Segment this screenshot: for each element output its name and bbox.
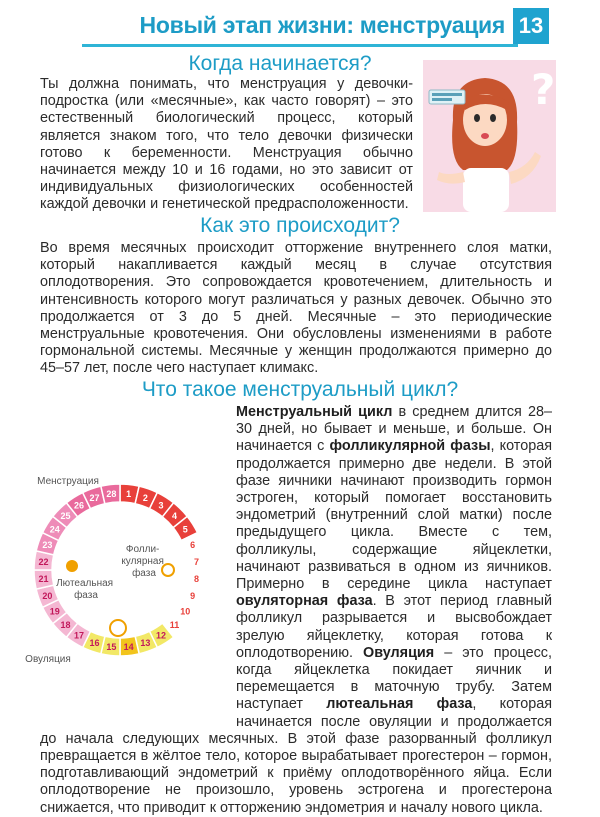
- section-heading-when: Когда начинается?: [188, 52, 372, 75]
- confused-girl-illustration: [423, 60, 556, 212]
- ovum-icon: [110, 620, 126, 636]
- label-ovulation: Овуляция: [25, 654, 71, 665]
- label-luteal-phase: [56, 578, 116, 601]
- paragraph-how: Во время месячных происходит отторжение внутреннего слоя матки, который накапливается каждый месяц в случае отсутствия оплодотворения. Это сопровождается кровотечением, длительность и интенсивность которого могут различаться у разных девочек. Обычно это продолжается от 3 до 5 дней. Месячные – это периодические менструальные кровотечения. Они обусловлены изменениями в работе гормональной системы. Месячные у женщин продолжаются примерно до 45–57 лет, после чего наступает климакс.: [40, 240, 552, 377]
- header-rule: [82, 44, 518, 47]
- cycle-text-5: , которая начинается после овуляции и продолжается до начала следующих месячных. В этой фазе разорванный фолликул превращается в жёлтое тело, которое вырабатывает прогестерон – гормон, подготавливающий эндометрий к приёму оплодотворённого яйца. Если оплодотворение не произошло, уровень эстрогена и прогестерона снижается, что приводит к отторжению эндометрия и началу нового цикла.: [40, 696, 552, 816]
- follicle-icon: [162, 564, 174, 576]
- cycle-day-label: 4: [171, 511, 177, 522]
- cycle-day-label: 2: [142, 492, 148, 503]
- label-luteal-line1: Лютеальная: [56, 578, 114, 589]
- cycle-day-label: 5: [182, 524, 188, 535]
- cycle-day-label: 6: [190, 540, 196, 551]
- cycle-day-label: 19: [49, 606, 60, 617]
- cycle-day-label: 14: [123, 642, 134, 653]
- label-follicular-line1: Фолли-: [125, 544, 160, 555]
- term-ovulatory-phase: овуляторная фаза: [236, 593, 373, 610]
- page-number-badge: 13: [513, 8, 549, 44]
- cycle-day-label: 23: [42, 540, 53, 551]
- term-luteal-phase: лютеальная фаза: [326, 696, 473, 713]
- cycle-day-label: 8: [194, 574, 200, 585]
- section-heading-how: Как это происходит?: [200, 214, 400, 237]
- cycle-day-label: 7: [194, 556, 200, 567]
- cycle-text-1: в среднем длится 28–30 дней, но бывает и меньше, и больше. Он начинается с: [236, 404, 552, 455]
- cycle-day-label: 28: [106, 488, 117, 499]
- cycle-day-label: 21: [38, 574, 49, 585]
- cycle-day-label: 25: [60, 511, 71, 522]
- cycle-day-label: 18: [60, 619, 71, 630]
- label-menstruation: Менструация: [37, 476, 99, 487]
- cycle-day-label: 16: [89, 638, 100, 649]
- cycle-day-label: 9: [190, 590, 196, 601]
- term-menstrual-cycle: Менструальный цикл: [236, 404, 393, 420]
- svg-text:?: ?: [531, 65, 556, 114]
- label-follicular-phase: [121, 544, 166, 579]
- cycle-day-label: 24: [49, 524, 60, 535]
- section-heading-cycle: Что такое менструальный цикл?: [141, 378, 459, 401]
- cycle-day-label: 3: [158, 500, 164, 511]
- cycle-day-label: 26: [74, 500, 85, 511]
- cycle-text-4: – это процесс, когда яйцеклетка покидает яичник и перемещается в маточную трубу. Затем наступает: [236, 644, 552, 713]
- cycle-day-label: 20: [42, 590, 53, 601]
- term-follicular-phase: фолликулярной фазы: [329, 438, 491, 455]
- paragraph-when: Ты должна понимать, что менструация у девочки-подростка (или «месячные», как часто говорят) – это естественный биологический процесс, который является знаком того, что тело девочки физически готово к беременности. Менструация обычно начинается между 10 и 16 годами, но это зависит от индивидуальных физиологических особенностей каждой девочки и генетической предрасположенности.: [40, 76, 413, 213]
- cycle-day-label: 12: [155, 630, 166, 641]
- label-follicular-line2: кулярная: [121, 556, 164, 567]
- corpus-luteum-icon: [66, 560, 78, 572]
- cycle-day-label: 11: [169, 619, 180, 630]
- cycle-day-label: 10: [180, 606, 191, 617]
- page-title: Новый этап жизни: менструация: [139, 12, 505, 38]
- cycle-day-label: 13: [140, 638, 151, 649]
- cycle-day-label: 15: [106, 642, 117, 653]
- cycle-text-3: . В этот период главный фолликул разрывается и высвобождает зрелую яйцеклетку, которая готова к оплодотворению.: [236, 593, 552, 661]
- cycle-day-label: 22: [38, 556, 49, 567]
- menstrual-cycle-diagram: [20, 470, 220, 670]
- cycle-day-label: 1: [126, 488, 132, 499]
- cycle-day-ring: [34, 484, 206, 656]
- label-luteal-line2: фаза: [74, 590, 98, 601]
- cycle-text-2: , которая продолжается примерно две недели. В этой фазе яичники начинают производить гормон эстроген, который помогает восстановить эндометрий (внутренний слой матки) после предыдущего цикла. Вместе с тем, фолликулы, содержащие яйцеклетки, начинают развиваться в одном из яичников. Примерно в середине цикла наступает: [236, 438, 552, 593]
- cycle-day-label: 17: [74, 630, 85, 641]
- term-ovulation: Овуляция: [363, 644, 435, 661]
- cycle-day-label: 27: [89, 492, 100, 503]
- label-follicular-line3: фаза: [132, 568, 156, 579]
